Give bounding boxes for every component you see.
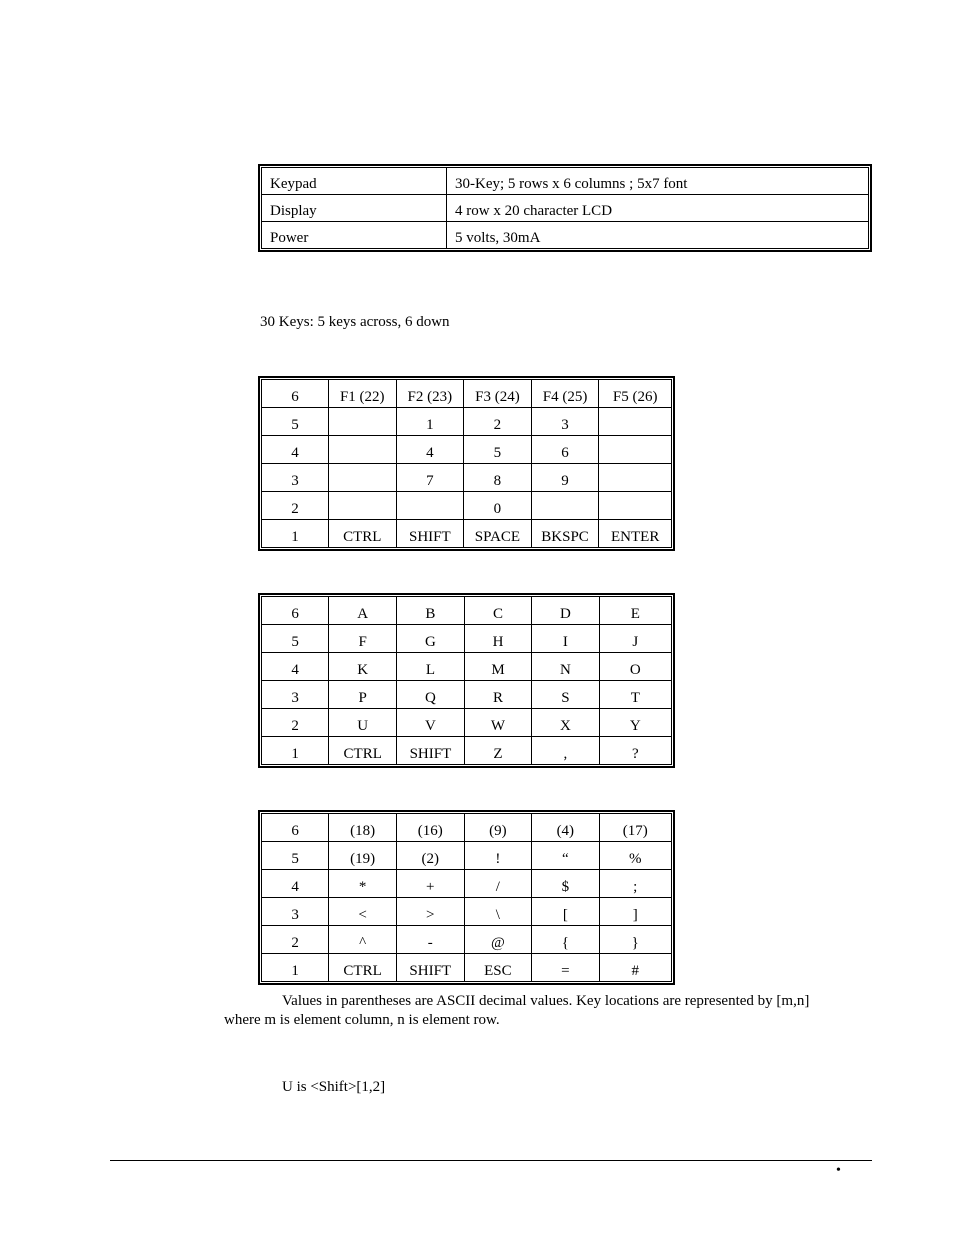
grid-key-cell: U xyxy=(329,709,397,737)
note-line-2: where m is element column, n is element row. xyxy=(224,1012,500,1028)
grid-row xyxy=(262,954,672,982)
ascii-note xyxy=(224,992,854,1030)
grid-row xyxy=(262,625,672,653)
grid-key-cell: M xyxy=(464,653,531,681)
grid-row xyxy=(262,408,672,436)
grid-key-cell: (16) xyxy=(396,814,464,842)
grid-row-number: 3 xyxy=(262,898,329,926)
grid-row xyxy=(262,436,672,464)
grid-key-cell: * xyxy=(329,870,397,898)
grid-key-cell: N xyxy=(532,653,599,681)
grid-key-cell: A xyxy=(329,597,397,625)
grid-row xyxy=(262,814,672,842)
grid-key-cell: 6 xyxy=(531,436,599,464)
grid-key-cell: , xyxy=(532,737,599,765)
grid-key-cell: 1 xyxy=(396,408,464,436)
grid-key-cell: 2 xyxy=(464,408,532,436)
grid-key-cell: / xyxy=(464,870,532,898)
spec-row-power xyxy=(262,222,869,249)
grid-key-cell: = xyxy=(532,954,599,982)
grid-key-cell: \ xyxy=(464,898,532,926)
grid-key-cell: F3 (24) xyxy=(464,380,532,408)
grid-row xyxy=(262,926,672,954)
grid-key-cell: < xyxy=(329,898,397,926)
grid-key-cell: ENTER xyxy=(599,520,672,548)
note-line-1: Values in parentheses are ASCII decimal values. Key locations are represented by [m,n] xyxy=(282,993,810,1009)
grid-key-cell xyxy=(396,492,464,520)
grid-key-cell: F2 (23) xyxy=(396,380,464,408)
grid-key-cell: CTRL xyxy=(329,737,397,765)
grid-key-cell: BKSPC xyxy=(531,520,599,548)
grid-row-number: 5 xyxy=(262,625,329,653)
grid-key-cell: Y xyxy=(599,709,671,737)
grid-key-cell: T xyxy=(599,681,671,709)
grid-key-cell: + xyxy=(396,870,464,898)
grid-key-cell: G xyxy=(397,625,465,653)
grid-key-cell: R xyxy=(464,681,531,709)
grid-key-cell: F xyxy=(329,625,397,653)
grid-key-cell: - xyxy=(396,926,464,954)
grid-key-cell: 8 xyxy=(464,464,532,492)
grid-key-cell: F1 (22) xyxy=(328,380,396,408)
grid-key-cell: J xyxy=(599,625,671,653)
grid-key-cell: (4) xyxy=(532,814,599,842)
spec-label: Keypad xyxy=(262,168,447,195)
keypad-grid-symbols xyxy=(258,810,675,985)
grid-row-number: 1 xyxy=(262,520,329,548)
grid-key-cell: K xyxy=(329,653,397,681)
grid-key-cell: } xyxy=(599,926,671,954)
grid-key-cell: [ xyxy=(532,898,599,926)
grid-key-cell: ^ xyxy=(329,926,397,954)
grid-row-number: 4 xyxy=(262,653,329,681)
grid-key-cell xyxy=(599,464,672,492)
grid-key-cell: SHIFT xyxy=(397,737,465,765)
grid-key-cell: C xyxy=(464,597,531,625)
grid-key-cell: 5 xyxy=(464,436,532,464)
grid-row xyxy=(262,380,672,408)
grid-row-number: 5 xyxy=(262,842,329,870)
grid-key-cell: SPACE xyxy=(464,520,532,548)
grid-key-cell: P xyxy=(329,681,397,709)
grid-row-number: 2 xyxy=(262,492,329,520)
grid-key-cell: # xyxy=(599,954,671,982)
footer-rule xyxy=(110,1160,872,1161)
grid-row-number: 4 xyxy=(262,870,329,898)
keypad-grid-alpha xyxy=(258,593,675,768)
spec-label: Power xyxy=(262,222,447,249)
grid-key-cell xyxy=(599,492,672,520)
grid-key-cell: I xyxy=(532,625,599,653)
grid-key-cell: “ xyxy=(532,842,599,870)
grid-row xyxy=(262,681,672,709)
grid-key-cell: $ xyxy=(532,870,599,898)
grid-key-cell: ] xyxy=(599,898,671,926)
grid-row xyxy=(262,737,672,765)
grid-key-cell: L xyxy=(397,653,465,681)
grid-key-cell: D xyxy=(532,597,599,625)
spec-label: Display xyxy=(262,195,447,222)
grid-key-cell: 7 xyxy=(396,464,464,492)
grid-key-cell: B xyxy=(397,597,465,625)
grid-row-number: 6 xyxy=(262,814,329,842)
grid-row xyxy=(262,842,672,870)
grid-key-cell xyxy=(328,408,396,436)
keys-caption: 30 Keys: 5 keys across, 6 down xyxy=(260,314,450,330)
grid-key-cell xyxy=(328,464,396,492)
grid-key-cell: 4 xyxy=(396,436,464,464)
grid-key-cell: W xyxy=(464,709,531,737)
grid-key-cell: ? xyxy=(599,737,671,765)
grid-key-cell: (19) xyxy=(329,842,397,870)
grid-row-number: 6 xyxy=(262,380,329,408)
grid-key-cell: CTRL xyxy=(328,520,396,548)
grid-row-number: 3 xyxy=(262,681,329,709)
example-text: U is <Shift>[1,2] xyxy=(282,1079,386,1095)
grid-key-cell: (17) xyxy=(599,814,671,842)
grid-key-cell xyxy=(531,492,599,520)
grid-row xyxy=(262,464,672,492)
grid-key-cell: Q xyxy=(397,681,465,709)
spec-value: 30-Key; 5 rows x 6 columns ; 5x7 font xyxy=(447,168,869,195)
grid-row xyxy=(262,520,672,548)
spec-value: 4 row x 20 character LCD xyxy=(447,195,869,222)
grid-key-cell: V xyxy=(397,709,465,737)
grid-key-cell: O xyxy=(599,653,671,681)
spec-row-keypad xyxy=(262,168,869,195)
grid-key-cell: SHIFT xyxy=(396,520,464,548)
grid-key-cell: 0 xyxy=(464,492,532,520)
grid-key-cell: % xyxy=(599,842,671,870)
keypad-grid-numeric xyxy=(258,376,675,551)
grid-row xyxy=(262,597,672,625)
grid-row-number: 4 xyxy=(262,436,329,464)
spec-value: 5 volts, 30mA xyxy=(447,222,869,249)
grid-key-cell: F4 (25) xyxy=(531,380,599,408)
grid-key-cell: ! xyxy=(464,842,532,870)
grid-key-cell: X xyxy=(532,709,599,737)
grid-row-number: 6 xyxy=(262,597,329,625)
grid-key-cell: (2) xyxy=(396,842,464,870)
grid-key-cell: 9 xyxy=(531,464,599,492)
grid-key-cell: Z xyxy=(464,737,531,765)
grid-row-number: 5 xyxy=(262,408,329,436)
grid-row xyxy=(262,653,672,681)
grid-key-cell: SHIFT xyxy=(396,954,464,982)
grid-key-cell: E xyxy=(599,597,671,625)
grid-row xyxy=(262,870,672,898)
spec-row-display xyxy=(262,195,869,222)
grid-key-cell: ; xyxy=(599,870,671,898)
grid-key-cell: F5 (26) xyxy=(599,380,672,408)
grid-row xyxy=(262,709,672,737)
spec-table xyxy=(258,164,872,252)
grid-key-cell: ESC xyxy=(464,954,532,982)
grid-row xyxy=(262,898,672,926)
grid-key-cell: H xyxy=(464,625,531,653)
grid-key-cell: > xyxy=(396,898,464,926)
grid-key-cell: (18) xyxy=(329,814,397,842)
grid-key-cell xyxy=(599,436,672,464)
grid-row-number: 1 xyxy=(262,737,329,765)
grid-row-number: 2 xyxy=(262,709,329,737)
grid-key-cell: { xyxy=(532,926,599,954)
grid-key-cell: S xyxy=(532,681,599,709)
grid-row-number: 1 xyxy=(262,954,329,982)
grid-key-cell xyxy=(328,492,396,520)
grid-key-cell xyxy=(328,436,396,464)
grid-row-number: 3 xyxy=(262,464,329,492)
grid-key-cell: (9) xyxy=(464,814,532,842)
grid-key-cell: CTRL xyxy=(329,954,397,982)
grid-key-cell: @ xyxy=(464,926,532,954)
footer-bullet: • xyxy=(836,1163,841,1178)
grid-key-cell xyxy=(599,408,672,436)
grid-key-cell: 3 xyxy=(531,408,599,436)
grid-row-number: 2 xyxy=(262,926,329,954)
grid-row xyxy=(262,492,672,520)
